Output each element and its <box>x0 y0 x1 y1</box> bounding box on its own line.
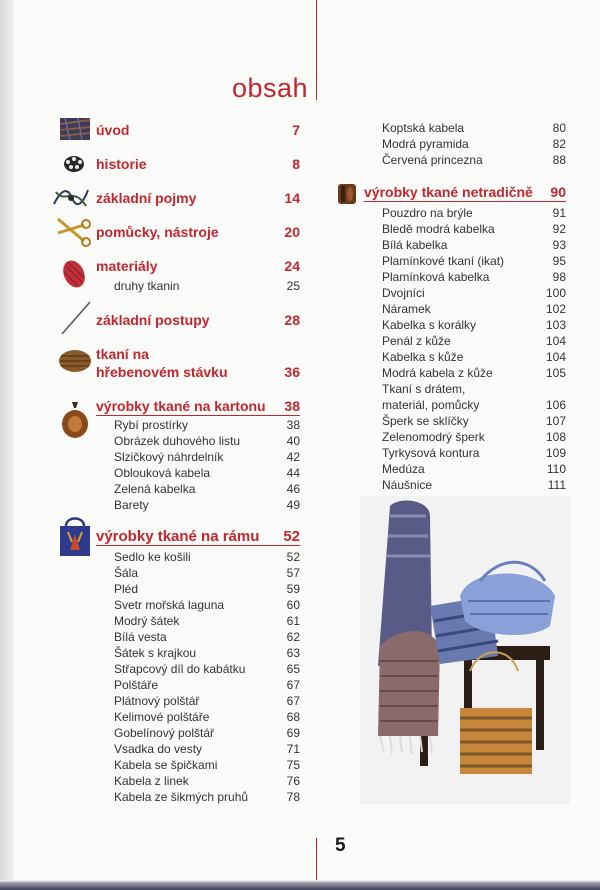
toc-item-page: 62 <box>286 630 300 644</box>
toc-item-page: 104 <box>545 334 566 348</box>
toc-item[interactable]: Dvojníci <box>382 286 425 300</box>
toc-item[interactable]: druhy tkanin <box>114 279 180 293</box>
toc-item-page: 98 <box>552 270 566 284</box>
toc-item[interactable]: Plátnový polštář <box>114 694 200 708</box>
toc-item[interactable]: Barety <box>114 498 149 512</box>
toc-item[interactable]: Slzičkový náhrdelník <box>114 450 224 464</box>
knot-icon <box>52 184 90 212</box>
toc-item-page: 61 <box>286 614 300 628</box>
toc-item[interactable]: Náušnice <box>382 478 433 492</box>
spindle-icon <box>62 153 86 175</box>
toc-item[interactable]: Modrá kabela z kůže <box>382 366 493 380</box>
toc-item[interactable]: Oblouková kabela <box>114 466 211 480</box>
toc-item[interactable]: Kabela z linek <box>114 774 189 788</box>
toc-item[interactable]: Kabelka s korálky <box>382 318 477 332</box>
fabric-swatch-icon <box>60 118 90 140</box>
section-underline <box>96 545 300 546</box>
toc-item[interactable]: Plamínkové tkaní (ikat) <box>382 254 505 268</box>
toc-item[interactable]: Tkaní s drátem, <box>382 382 466 396</box>
toc-item[interactable]: Šátek s krajkou <box>114 646 197 660</box>
toc-item-page: 110 <box>546 462 566 476</box>
section-page-historie: 8 <box>292 156 300 172</box>
toc-item[interactable]: Penál z kůže <box>382 334 451 348</box>
section-page-ramu: 52 <box>283 528 300 545</box>
toc-item-page: 95 <box>552 254 566 268</box>
toc-item[interactable]: Sedlo ke košili <box>114 550 191 564</box>
toc-item-page: 78 <box>286 790 300 804</box>
toc-item-page: 44 <box>286 466 300 480</box>
toc-item[interactable]: materiál, pomůcky <box>382 398 480 412</box>
toc-item-page: 88 <box>552 153 566 167</box>
section-underline <box>364 201 566 202</box>
toc-item-page: 92 <box>552 222 566 236</box>
toc-item-page: 109 <box>545 446 566 460</box>
toc-item-page: 60 <box>286 598 300 612</box>
woven-band-icon <box>58 348 92 374</box>
toc-item[interactable]: Modrý šátek <box>114 614 180 628</box>
toc-item-page: 91 <box>552 206 566 220</box>
toc-item[interactable]: Pouzdro na brýle <box>382 206 473 220</box>
toc-item-page: 107 <box>545 414 566 428</box>
toc-item-page: 100 <box>545 286 566 300</box>
toc-item[interactable]: Kabela ze šikmých pruhů <box>114 790 249 804</box>
toc-item[interactable]: Bledě modrá kabelka <box>382 222 495 236</box>
section-page-netradicne: 90 <box>550 184 566 200</box>
section-title-tkani-line2[interactable]: hřebenovém stávku <box>96 364 228 380</box>
toc-item-page: 25 <box>286 279 300 293</box>
toc-item-page: 68 <box>286 710 300 724</box>
toc-item[interactable]: Kabelka s kůže <box>382 350 464 364</box>
toc-item-page: 57 <box>286 566 300 580</box>
section-title-materialy[interactable]: materiály <box>96 258 158 274</box>
toc-item-page: 67 <box>286 678 300 692</box>
toc-item[interactable]: Rybí prostírky <box>114 418 189 432</box>
section-page-zakladni-pojmy: 14 <box>284 190 300 206</box>
toc-item[interactable]: Červená princezna <box>382 153 483 167</box>
section-page-zakladni-postupy: 28 <box>284 312 300 328</box>
wooden-pendant-icon <box>60 400 90 440</box>
toc-item[interactable]: Kelimové polštáře <box>114 710 210 724</box>
toc-item-page: 106 <box>545 398 566 412</box>
toc-item[interactable]: Plamínková kabelka <box>382 270 490 284</box>
toc-item[interactable]: Gobelínový polštář <box>114 726 215 740</box>
page-bottom-edge <box>0 880 600 890</box>
toc-item-page: 67 <box>286 694 300 708</box>
toc-item-page: 38 <box>286 418 300 432</box>
toc-item[interactable]: Zelená kabelka <box>114 482 196 496</box>
section-page-materialy: 24 <box>284 258 300 274</box>
toc-item-page: 111 <box>547 478 566 492</box>
toc-item-page: 40 <box>286 434 300 448</box>
section-title-pomucky[interactable]: pomůcky, nástroje <box>96 224 219 240</box>
toc-item-page: 71 <box>286 742 300 756</box>
toc-item[interactable]: Bílá kabelka <box>382 238 448 252</box>
toc-item[interactable]: Zelenomodrý šperk <box>382 430 485 444</box>
toc-item-page: 46 <box>286 482 300 496</box>
toc-item-page: 65 <box>286 662 300 676</box>
section-title-kartonu[interactable]: výrobky tkané na kartonu <box>96 398 266 414</box>
toc-item[interactable]: Šála <box>114 566 139 580</box>
toc-item[interactable]: Polštáře <box>114 678 159 692</box>
toc-item[interactable]: Střapcový díl do kabátku <box>114 662 246 676</box>
section-title-zakladni-pojmy[interactable]: základní pojmy <box>96 190 197 206</box>
needle-icon <box>58 300 92 336</box>
toc-item-page: 82 <box>552 137 566 151</box>
toc-item[interactable]: Modrá pyramida <box>382 137 469 151</box>
toc-item-page: 75 <box>286 758 300 772</box>
toc-item[interactable]: Šperk se sklíčky <box>382 414 469 428</box>
section-page-tkani: 36 <box>284 364 300 380</box>
toc-item[interactable]: Obrázek duhového listu <box>114 434 241 448</box>
toc-item-page: 104 <box>545 350 566 364</box>
yarn-spool-icon <box>60 256 90 292</box>
scissors-icon <box>54 215 92 249</box>
toc-item-page: 76 <box>286 774 300 788</box>
toc-item[interactable]: Tyrkysová kontura <box>382 446 480 460</box>
toc-item-page: 102 <box>545 302 566 316</box>
section-title-zakladni-postupy[interactable]: základní postupy <box>96 312 210 328</box>
toc-item-page: 59 <box>286 582 300 596</box>
toc-item-page: 42 <box>286 450 300 464</box>
toc-item-page: 105 <box>545 366 566 380</box>
toc-item[interactable]: Kabela se špičkami <box>114 758 218 772</box>
page-number: 5 <box>335 835 346 856</box>
section-underline <box>96 415 300 416</box>
toc-item[interactable]: Náramek <box>382 302 431 316</box>
toc-item-page: 63 <box>286 646 300 660</box>
section-page-kartonu: 38 <box>284 398 300 414</box>
toc-item-page: 93 <box>552 238 566 252</box>
section-title-netradicne[interactable]: výrobky tkané netradičně <box>364 184 533 200</box>
woven-bags-photo <box>360 496 570 804</box>
toc-item[interactable]: Pléd <box>114 582 139 596</box>
toc-item-page: 49 <box>286 498 300 512</box>
toc-item[interactable]: Medúza <box>382 462 425 476</box>
page-title: obsah <box>232 73 309 103</box>
toc-item[interactable]: Bílá vesta <box>114 630 167 644</box>
toc-item-page: 52 <box>286 550 300 564</box>
page-binding <box>0 0 14 890</box>
toc-item[interactable]: Vsadka do vesty <box>114 742 203 756</box>
tote-bag-icon <box>58 516 92 558</box>
section-page-uvod: 7 <box>292 122 300 138</box>
section-title-historie[interactable]: historie <box>96 156 147 172</box>
center-rule-top <box>316 0 317 100</box>
section-title-uvod[interactable]: úvod <box>96 122 130 138</box>
toc-item-page: 108 <box>545 430 566 444</box>
toc-item[interactable]: Koptská kabela <box>382 121 465 135</box>
toc-item-page: 80 <box>552 121 566 135</box>
toc-item[interactable]: Svetr mořská laguna <box>114 598 225 612</box>
bead-icon <box>336 182 358 206</box>
section-page-pomucky: 20 <box>284 224 300 240</box>
toc-item-page: 103 <box>545 318 566 332</box>
section-title-ramu[interactable]: výrobky tkané na rámu <box>96 528 260 545</box>
toc-item-page: 69 <box>286 726 300 740</box>
section-title-tkani-line1[interactable]: tkaní na <box>96 346 149 362</box>
